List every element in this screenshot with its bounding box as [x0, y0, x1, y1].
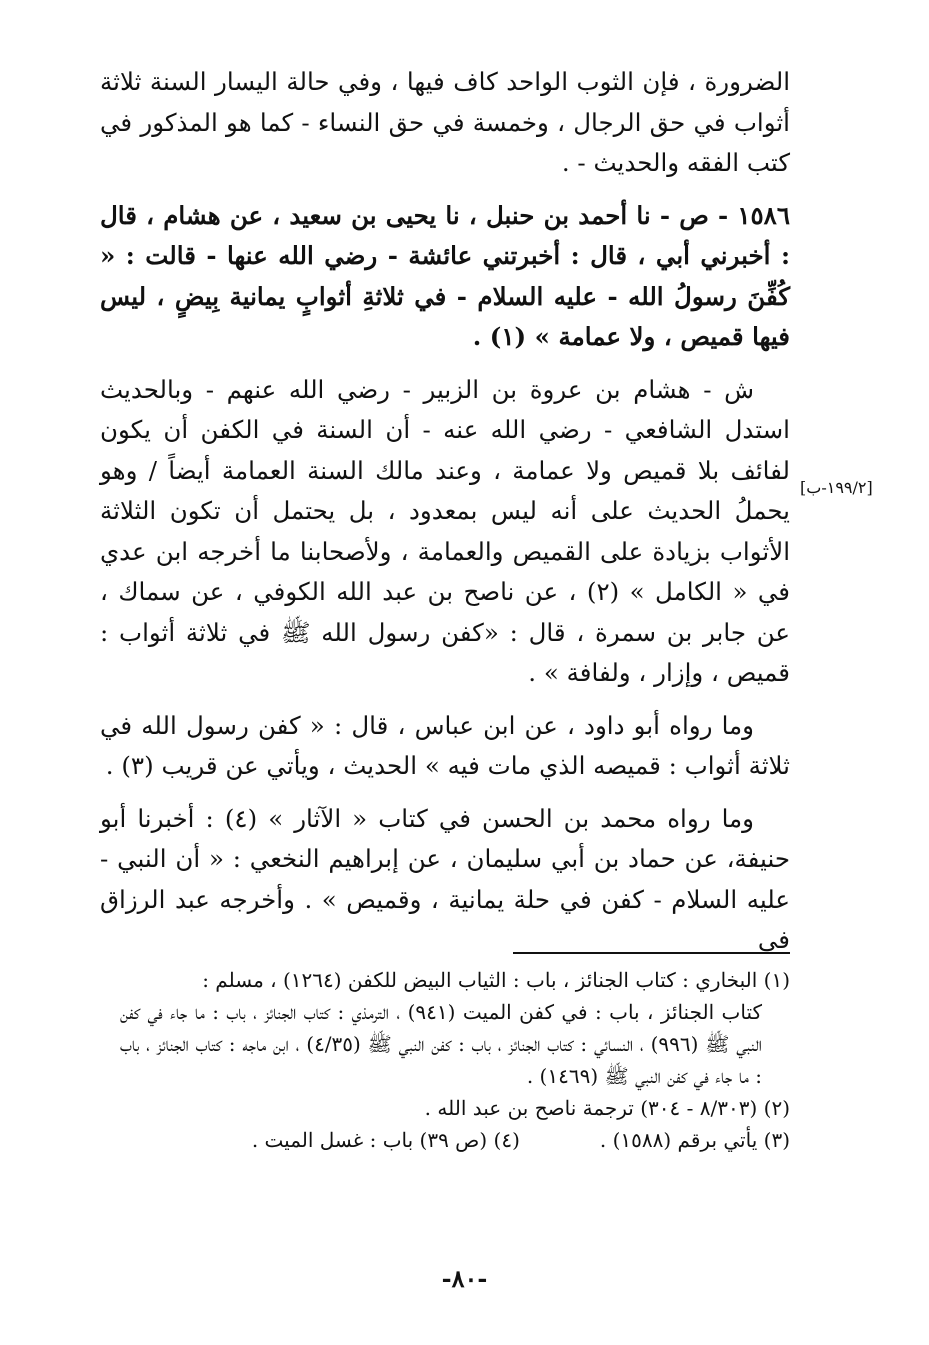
footnotes: [120, 964, 790, 1156]
hadith-1586: ١٥٨٦ - ص - نا أحمد بن حنبل ، نا يحيى بن سعيد ، عن هشام ، قال : أخبرني أبي ، قال : أخبرتني عائشة - رضي الله عنها - قالت : « كُفِّنَ رسولُ الله - عليه السلام - في ثلاثةِ أثوابٍ يمانية بِيضٍ ، ليس فيها قميص ، ولا عمامة » (١) .: [100, 200, 790, 351]
footnote-row-3-4: [120, 1124, 790, 1156]
paragraph-intro: الضرورة ، فإن الثوب الواحد كاف فيها ، وفي حالة اليسار السنة ثلاثة أثواب في حق الرجال ، وخمسة في حق النساء - كما هو المذكور في كتب الفقه والحديث - .: [100, 67, 790, 177]
commentary-paragraph: ش - هشام بن عروة بن الزبير - رضي الله عنهم - وبالحديث استدل الشافعي - رضي الله عنه - أن السنة في الكفن أن يكون لفائف بلا قميص ولا عمامة ، وعند مالك السنة العمامة أيضاً / وهو يحملُ الحديث على أنه ليس بمعدود ، بل يحتمل أن تكون الثلاثة الأثواب بزيادة على القميص والعمامة ، ولأصحابنا ما أخرجه ابن عدي في « الكامل » (٢) ، عن ناصح بن عبد الله الكوفي ، عن سماك ، عن جابر بن سمرة ، قال : «كفن رسول الله ﷺ في ثلاثة أثواب : قميص ، وإزار ، ولفافة » .: [100, 374, 791, 687]
main-text: [100, 62, 790, 973]
footnote-1-first-line: (١) البخاري : كتاب الجنائز ، باب : الثياب البيض للكفن (١٢٦٤) ، مسلم :: [202, 968, 790, 992]
margin-manuscript-reference: [١٩٩/٢-ب]: [800, 478, 873, 497]
footnote-4: (٤) (ص ٣٩) باب : غسل الميت .: [251, 1128, 520, 1152]
footnote-3: (٣) يأتي برقم (١٥٨٨) .: [599, 1128, 790, 1152]
footnote-1-continued: كتاب الجنائز ، باب : في كفن الميت (٩٤١) ، الترمذي : كتاب الجنائز ، باب : ما جاء في كفن النبي ﷺ (٩٩٦) ، النسائي : كتاب الجنائز ، باب : كفن النبي ﷺ (٤/٣٥) ، ابن ماجه : كتاب الجنائز ، باب : ما جاء في كفن النبي ﷺ (١٤٦٩) .: [120, 1000, 763, 1088]
abu-dawud-paragraph: وما رواه أبو داود ، عن ابن عباس ، قال : « كفن رسول الله في ثلاثة أثواب : قميصه الذي مات فيه » الحديث ، ويأتي عن قريب (٣) .: [100, 710, 790, 780]
athar-paragraph: وما رواه محمد بن الحسن في كتاب « الآثار » (٤) : أخبرنا أبو حنيفة، عن حماد بن أبي سليمان ، عن إبراهيم النخعي : « أن النبي - عليه السلام - كفن في حلة يمانية ، وقميص » . وأخرجه عبد الرزاق في: [100, 803, 790, 954]
footnote-divider: [513, 952, 790, 954]
footnote-2: (٢) (٨/٣٠٣ - ٣٠٤) ترجمة ناصح بن عبد الله .: [424, 1096, 790, 1120]
page-number: -٨٠-: [441, 1264, 488, 1293]
